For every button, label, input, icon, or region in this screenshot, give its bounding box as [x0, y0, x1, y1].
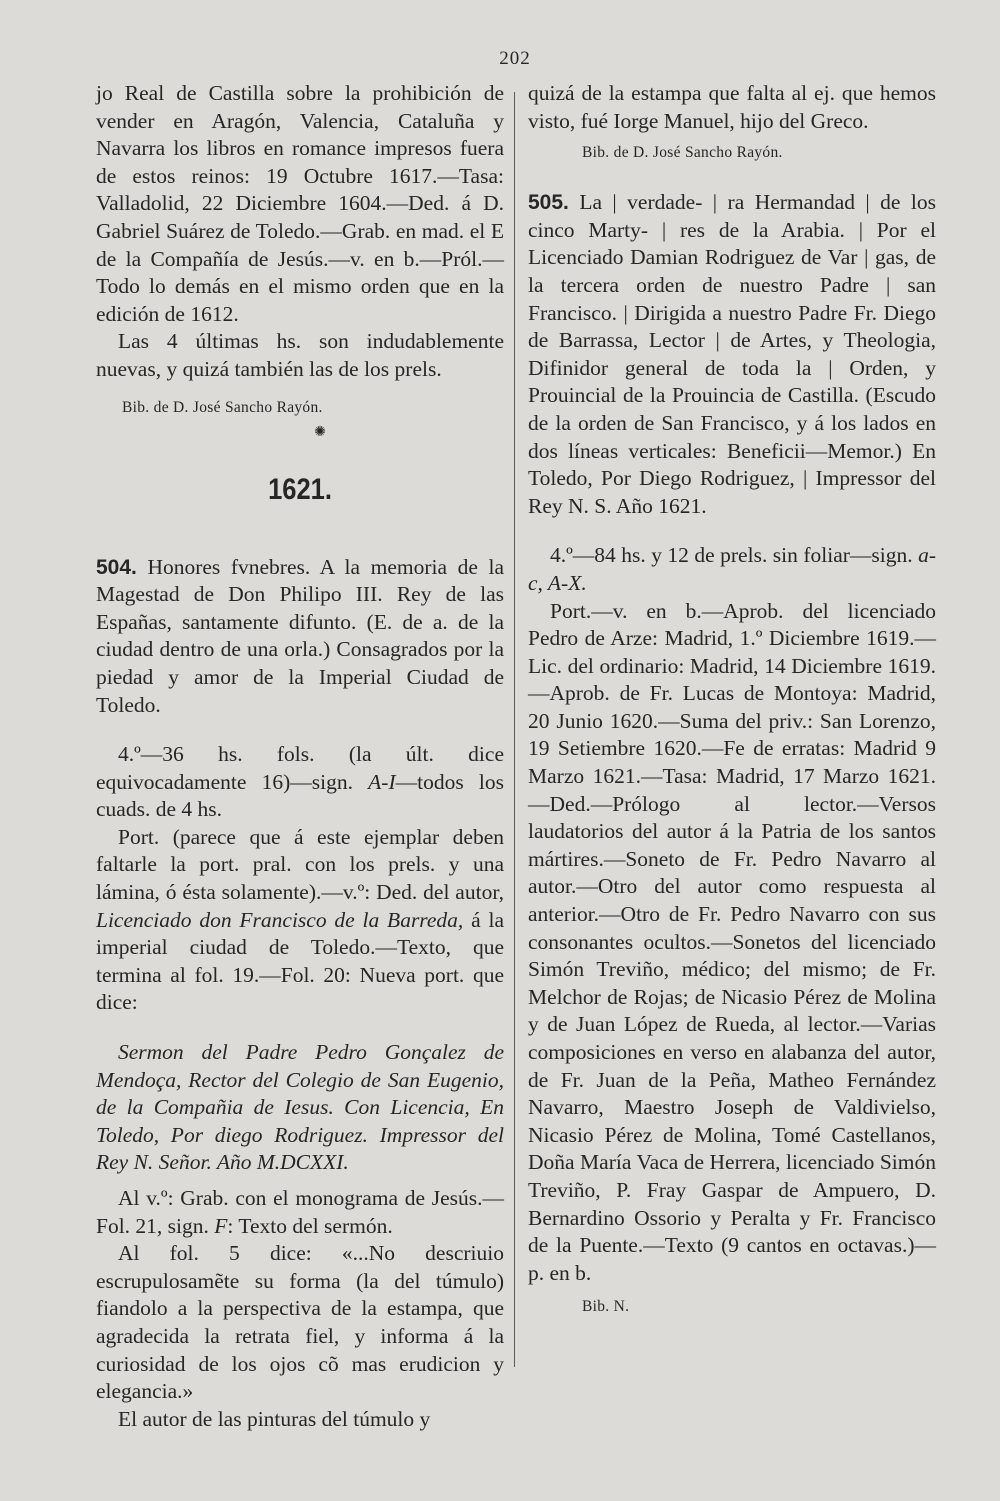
library-reference: Bib. N.: [582, 1298, 630, 1316]
ornament-mark: ✺: [314, 424, 326, 440]
entry-504-title: [96, 554, 504, 720]
entry-number: 505.: [528, 191, 569, 215]
page-number: 202: [499, 48, 531, 69]
entry-number: 504.: [96, 555, 137, 579]
verso-text: : Texto del sermón.: [227, 1213, 393, 1238]
port-text: á la imperial ciudad de Toledo.—Texto, que termina al fol. 19.—Fol. 20: Nueva port. que dice:: [96, 907, 504, 1015]
entry-title-text: Honores fvnebres. A la memoria de la Magestad de Don Philipo III. Rey de las Españas, santamente difunto. (E. de a. de la ciudad dentro de una orla.) Consagrados por la piedad y amor de la Imperial Ciudad de Toledo.: [96, 554, 504, 717]
entry-504-port: [96, 824, 504, 1017]
left-column: [96, 80, 504, 1433]
entry-505-title: [528, 189, 936, 520]
entry-503-continuation: jo Real de Castilla sobre la prohibición de vender en Aragón, Valencia, Cataluña y Navarra los libros en romance impresos fuera de estos reinos: 19 Octubre 1617.—Tasa: Valladolid, 22 Diciembre 1604.—Ded. á D. Gabriel Suárez de Toledo.—Grab. en mad. el E de la Compañía de Jesús.—v. en b.—Pról.—Todo lo demás en el mismo orden que en la edición de 1612.: [96, 81, 504, 326]
signature-text: A-I: [368, 769, 396, 794]
entry-504-verso: [96, 1185, 504, 1240]
description-text: —todos los cuads. de 4 hs.: [96, 769, 504, 822]
signature-text: a-c, A-X.: [528, 543, 936, 595]
sermon-title: Sermon del Padre Pedro Gonçalez de Mendoça, Rector del Colegio de San Eugenio, de la Compañia de Iesus. Con Licencia, En Toledo, Por diego Rodriguez. Impressor del Rey N. Señor. Año M.DCXXI.: [96, 1040, 504, 1175]
entry-505-port: Port.—v. en b.—Aprob. del licenciado Pedro de Arze: Madrid, 1.º Diciembre 1619.—Lic. del ordinario: Madrid, 14 Diciembre 1619.—Aprob. de Fr. Lucas de Montoya: Madrid, 20 Junio 1620.—Suma del priv.: San Lorenzo, 19 Setiembre 1620.—Fe de erratas: Madrid 9 Marzo 1621.—Tasa: Madrid, 17 Marzo 1621.—Ded.—Prólogo al lector.—Versos laudatorios del autor á la Patria de los santos mártires.—Soneto de Fr. Pedro Navarro al autor.—Otro del autor como respuesta al anterior.—Otro de Fr. Pedro Navarro con sus consonantes ocultos.—Sonetos del licenciado Simón Treviño, médico; del mismo; de Fr. Melchor de Rojas; de Nicasio Pérez de Molina y de Juan López de Rueda, al lector.—Varias composiciones en verso en alabanza del autor, de Fr. Juan de la Peña, Matheo Fernández Navarro, Maestro Joseph de Valdivielso, Nicasio Pérez de Molina, Tomé Castellanos, Doña María Vaca de Herrera, licenciado Simón Treviño, P. Fray Gaspar de Ampuero, D. Bernardino Ossorio y Peralta y Fr. Francisco de la Puente.—Texto (9 cantos en octavas.)—p. en b.: [528, 598, 936, 1285]
description-text: 4.º—36 hs. fols. (la últ. dice equivocadamente 16)—sign.: [96, 742, 504, 794]
author-name: Licenciado don Francisco de la Barreda,: [96, 907, 464, 932]
entry-504-continuation: quizá de la estampa que falta al ej. que hemos visto, fué Iorge Manuel, hijo del Greco.: [528, 81, 936, 133]
column-divider: [514, 92, 515, 1367]
entry-505-description: [528, 542, 936, 597]
right-column: [528, 80, 936, 1317]
entry-504-last-line: El autor de las pinturas del túmulo y: [118, 1406, 431, 1431]
verso-text: Al v.º: Grab. con el monograma de Jesús.—Fol. 21, sign.: [96, 1186, 504, 1238]
year-heading: 1621.: [268, 472, 332, 506]
entry-503-note: Las 4 últimas hs. son indudablemente nuevas, y quizá también las de los prels.: [96, 329, 504, 381]
entry-504-quote: Al fol. 5 dice: «...No descriuio escrupulosamẽte su forma (la del túmulo) fiandolo a la perspectiva de la estampa, que agradecida la retrata fiel, y informa á la curiosidad de los ojos cõ mas erudicion y elegancia.»: [96, 1241, 504, 1404]
port-text: Port. (parece que á este ejemplar deben faltarle la port. pral. con los prels. y una lámina, ó ésta solamente).—v.º: Ded. del autor,: [96, 824, 504, 905]
description-text: 4.º—84 hs. y 12 de prels. sin foliar—sign.: [550, 543, 919, 568]
library-reference: Bib. de D. José Sancho Rayón.: [582, 144, 783, 162]
signature-text: F: [214, 1213, 228, 1238]
entry-title-text: La | verdade- | ra Hermandad | de los cinco Marty- | res de la Arabia. | Por el Licenciado Damian Rodriguez de Var | gas, de la tercera orden de nuestro Padre | san Francisco. | Dirigida a nuestro Padre Fr. Diego de Barrassa, Lector | de Artes, y Theologia, Difinidor general de toda la | Orden, y Prouincial de la Prouincia de Castilla. (Escudo de la orden de San Francisco, y á los lados en dos líneas verticales: Beneficii—Memor.) En Toledo, Por Diego Rodriguez, | Impressor del Rey N. S. Año 1621.: [528, 190, 936, 518]
library-reference: Bib. de D. José Sancho Rayón.: [122, 398, 323, 416]
entry-504-description: [96, 741, 504, 824]
